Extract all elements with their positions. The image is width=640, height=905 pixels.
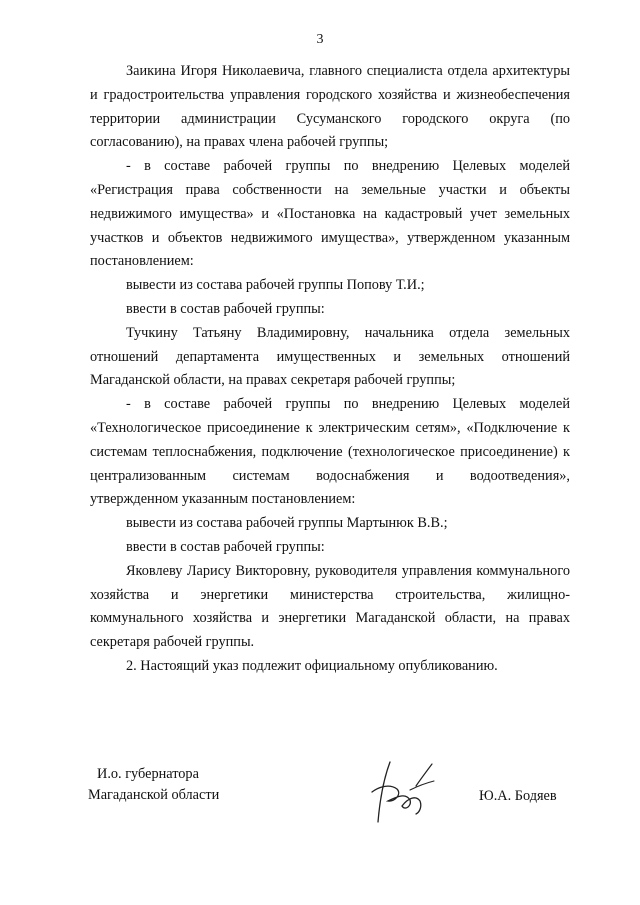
signatory-title xyxy=(88,764,219,806)
signatory-title-line2: Магаданской области xyxy=(88,787,220,803)
paragraph-registration-group: - в составе рабочей группы по внедрению Целевых моделей «Регистрация права собственности на земельные участки и объекты недвижимого имущества» и «Постановка на кадастровый учет земельных участков и объектов недвижимого имущества», утвержденном указанным постановлением: xyxy=(90,158,570,270)
paragraph-remove-popova: вывести из состава рабочей группы Попову Т.И.; xyxy=(126,277,425,294)
paragraph-tuchkina: Тучкину Татьяну Владимировну, начальника отдела земельных отношений департамента имущественных и земельных отношений Магаданской области, на правах секретаря рабочей группы; xyxy=(90,324,570,389)
page-number: 3 xyxy=(316,32,324,47)
paragraph-yakovleva: Яковлеву Ларису Викторовну, руководителя управления коммунального хозяйства и энергетики министерства строительства, жилищно-коммунального хозяйства и энергетики Магаданской области, на правах секретаря рабочей группы. xyxy=(90,562,570,651)
paragraph-zaikin: Заикина Игоря Николаевича, главного специалиста отдела архитектуры и градостроительства управления городского хозяйства и жизнеобеспечения территории администрации Сусуманского городского округа (по согласованию), на правах члена рабочей группы; xyxy=(90,63,570,151)
paragraph-publication: 2. Настоящий указ подлежит официальному опубликованию. xyxy=(126,657,498,674)
signatory-name: Ю.А. Бодяев xyxy=(479,788,557,804)
document-body xyxy=(90,60,570,679)
signatory-title-line1: И.о. губернатора xyxy=(97,766,199,782)
paragraph-add-2: ввести в состав рабочей группы: xyxy=(126,538,325,555)
paragraph-connection-group: - в составе рабочей группы по внедрению Целевых моделей «Технологическое присоединение к электрическим сетям», «Подключение к системам теплоснабжения, подключение (технологическое присоединение) к централизованным системам водоснабжения и водоотведения», утвержденном указанным постановлением: xyxy=(90,396,570,508)
handwritten-signature xyxy=(350,756,450,836)
paragraph-remove-martynyuk: вывести из состава рабочей группы Мартынюк В.В.; xyxy=(126,515,448,532)
paragraph-add-1: ввести в состав рабочей группы: xyxy=(126,300,325,317)
